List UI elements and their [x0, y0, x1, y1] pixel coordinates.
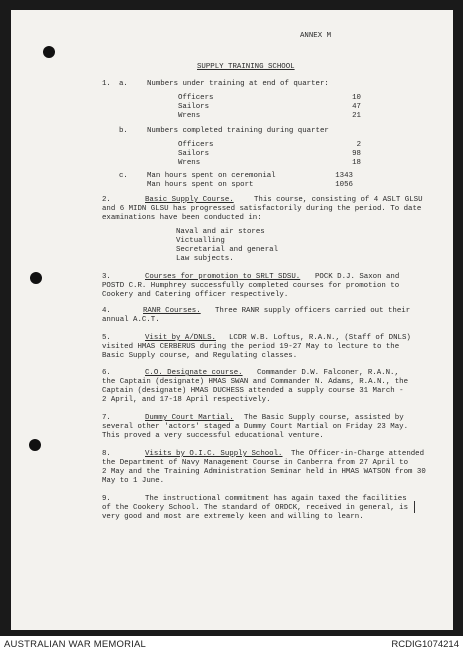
section-number: 3.	[102, 273, 111, 281]
subject-item: Naval and air stores	[176, 228, 265, 236]
section-number: 5.	[102, 334, 111, 342]
section-number: 2.	[102, 196, 111, 204]
paragraph-line: Cookery and Catering officer respectively.	[102, 291, 289, 299]
archive-footer	[0, 636, 463, 653]
paragraph-line: examinations have been conducted in:	[102, 214, 262, 222]
row-label: Man hours spent on ceremonial	[147, 172, 276, 180]
paragraph-line: POSTD C.R. Humphrey successfully completed courses for promotion to	[102, 282, 400, 290]
subject-item: Secretarial and general	[176, 246, 279, 254]
page-title: SUPPLY TRAINING SCHOOL	[197, 63, 295, 71]
paragraph-line: LCDR W.B. Loftus, R.A.N., (Staff of DNLS)	[229, 334, 411, 342]
section-number: 1.	[102, 80, 111, 88]
subject-item: Victualling	[176, 237, 225, 245]
paragraph-line: Captain (designate) HMAS DUCHESS attended a supply course 31 March -	[102, 387, 404, 395]
section-number: 4.	[102, 307, 111, 315]
punch-hole	[29, 439, 41, 451]
paragraph-line: POCK D.J. Saxon and	[315, 273, 400, 281]
item-heading: Numbers under training at end of quarter:	[147, 80, 329, 88]
section-number: 8.	[102, 450, 111, 458]
row-label: Officers	[178, 141, 214, 149]
subject-item: Law subjects.	[176, 255, 234, 263]
paragraph-line: and 6 MIDN GLSU has progressed satisfactorily during the period. To date	[102, 205, 422, 213]
row-value: 47	[352, 103, 361, 111]
archive-name: AUSTRALIAN WAR MEMORIAL	[4, 639, 147, 650]
row-label: Wrens	[178, 159, 201, 167]
paragraph-line: annual A.C.T.	[102, 316, 160, 324]
paragraph-line: Three RANR supply officers carried out their	[215, 307, 411, 315]
paragraph-line: visited HMAS CERBERUS during the period 19-27 May to lecture to the	[102, 343, 400, 351]
row-value: 21	[352, 112, 361, 120]
paragraph-line: This proved a very successful educational venture.	[102, 432, 324, 440]
section-number: 6.	[102, 369, 111, 377]
paragraph-line: Commander D.W. Falconer, R.A.N.,	[257, 369, 399, 377]
section-number: 9.	[102, 495, 111, 503]
paragraph-line: This course, consisting of 4 ASLT GLSU	[254, 196, 423, 204]
paragraph-line: The instructional commitment has again taxed the facilities	[145, 495, 407, 503]
paragraph-line: several other 'actors' staged a Dummy Court Martial on Friday 23 May.	[102, 423, 409, 431]
section-heading: RANR Courses.	[143, 307, 201, 315]
paragraph-line: of the Cookery School. The standard of ORDCK, received in general, is	[102, 504, 409, 512]
punch-hole	[43, 46, 55, 58]
annex-label: ANNEX M	[300, 32, 332, 40]
item-letter: c.	[119, 172, 128, 180]
section-heading: Visit by A/DNLS.	[145, 334, 216, 342]
document-page	[11, 10, 453, 630]
section-heading: C.O. Designate course.	[145, 369, 243, 377]
section-heading: Courses for promotion to SRLT SDSU.	[145, 273, 301, 281]
paragraph-line: the Department of Navy Management Course in Canberra from 27 April to	[102, 459, 409, 467]
item-heading: Numbers completed training during quarter	[147, 127, 329, 135]
row-value: 1343	[335, 172, 353, 180]
row-value: 1056	[335, 181, 353, 189]
item-letter: a.	[119, 80, 128, 88]
section-heading: Basic Supply Course.	[145, 196, 234, 204]
paragraph-line: 2 April, and 17-18 April respectively.	[102, 396, 271, 404]
record-id: RCDIG1074214	[391, 639, 459, 650]
section-heading: Dummy Court Martial.	[145, 414, 234, 422]
row-label: Sailors	[178, 103, 210, 111]
margin-mark	[414, 501, 415, 513]
row-label: Man hours spent on sport	[147, 181, 254, 189]
row-value: 98	[352, 150, 361, 158]
paragraph-line: 2 May and the Training Administration Seminar held in HMAS WATSON from 30	[102, 468, 426, 476]
section-number: 7.	[102, 414, 111, 422]
paragraph-line: May to 1 June.	[102, 477, 165, 485]
paragraph-line: Basic Supply course, and Regulating classes.	[102, 352, 298, 360]
row-label: Officers	[178, 94, 214, 102]
row-value: 10	[352, 94, 361, 102]
section-heading: Visits by O.I.C. Supply School.	[145, 450, 283, 458]
row-value: 18	[352, 159, 361, 167]
paragraph-line: The Basic Supply course, assisted by	[244, 414, 404, 422]
row-label: Sailors	[178, 150, 210, 158]
row-value: 2	[356, 141, 361, 149]
item-letter: b.	[119, 127, 128, 135]
paragraph-line: the Captain (designate) HMAS SWAN and Commander N. Adams, R.A.N., the	[102, 378, 409, 386]
paragraph-line: very good and most are extremely keen and willing to learn.	[102, 513, 364, 521]
punch-hole	[30, 272, 42, 284]
row-label: Wrens	[178, 112, 201, 120]
paragraph-line: The Officer-in-Charge attended	[291, 450, 425, 458]
